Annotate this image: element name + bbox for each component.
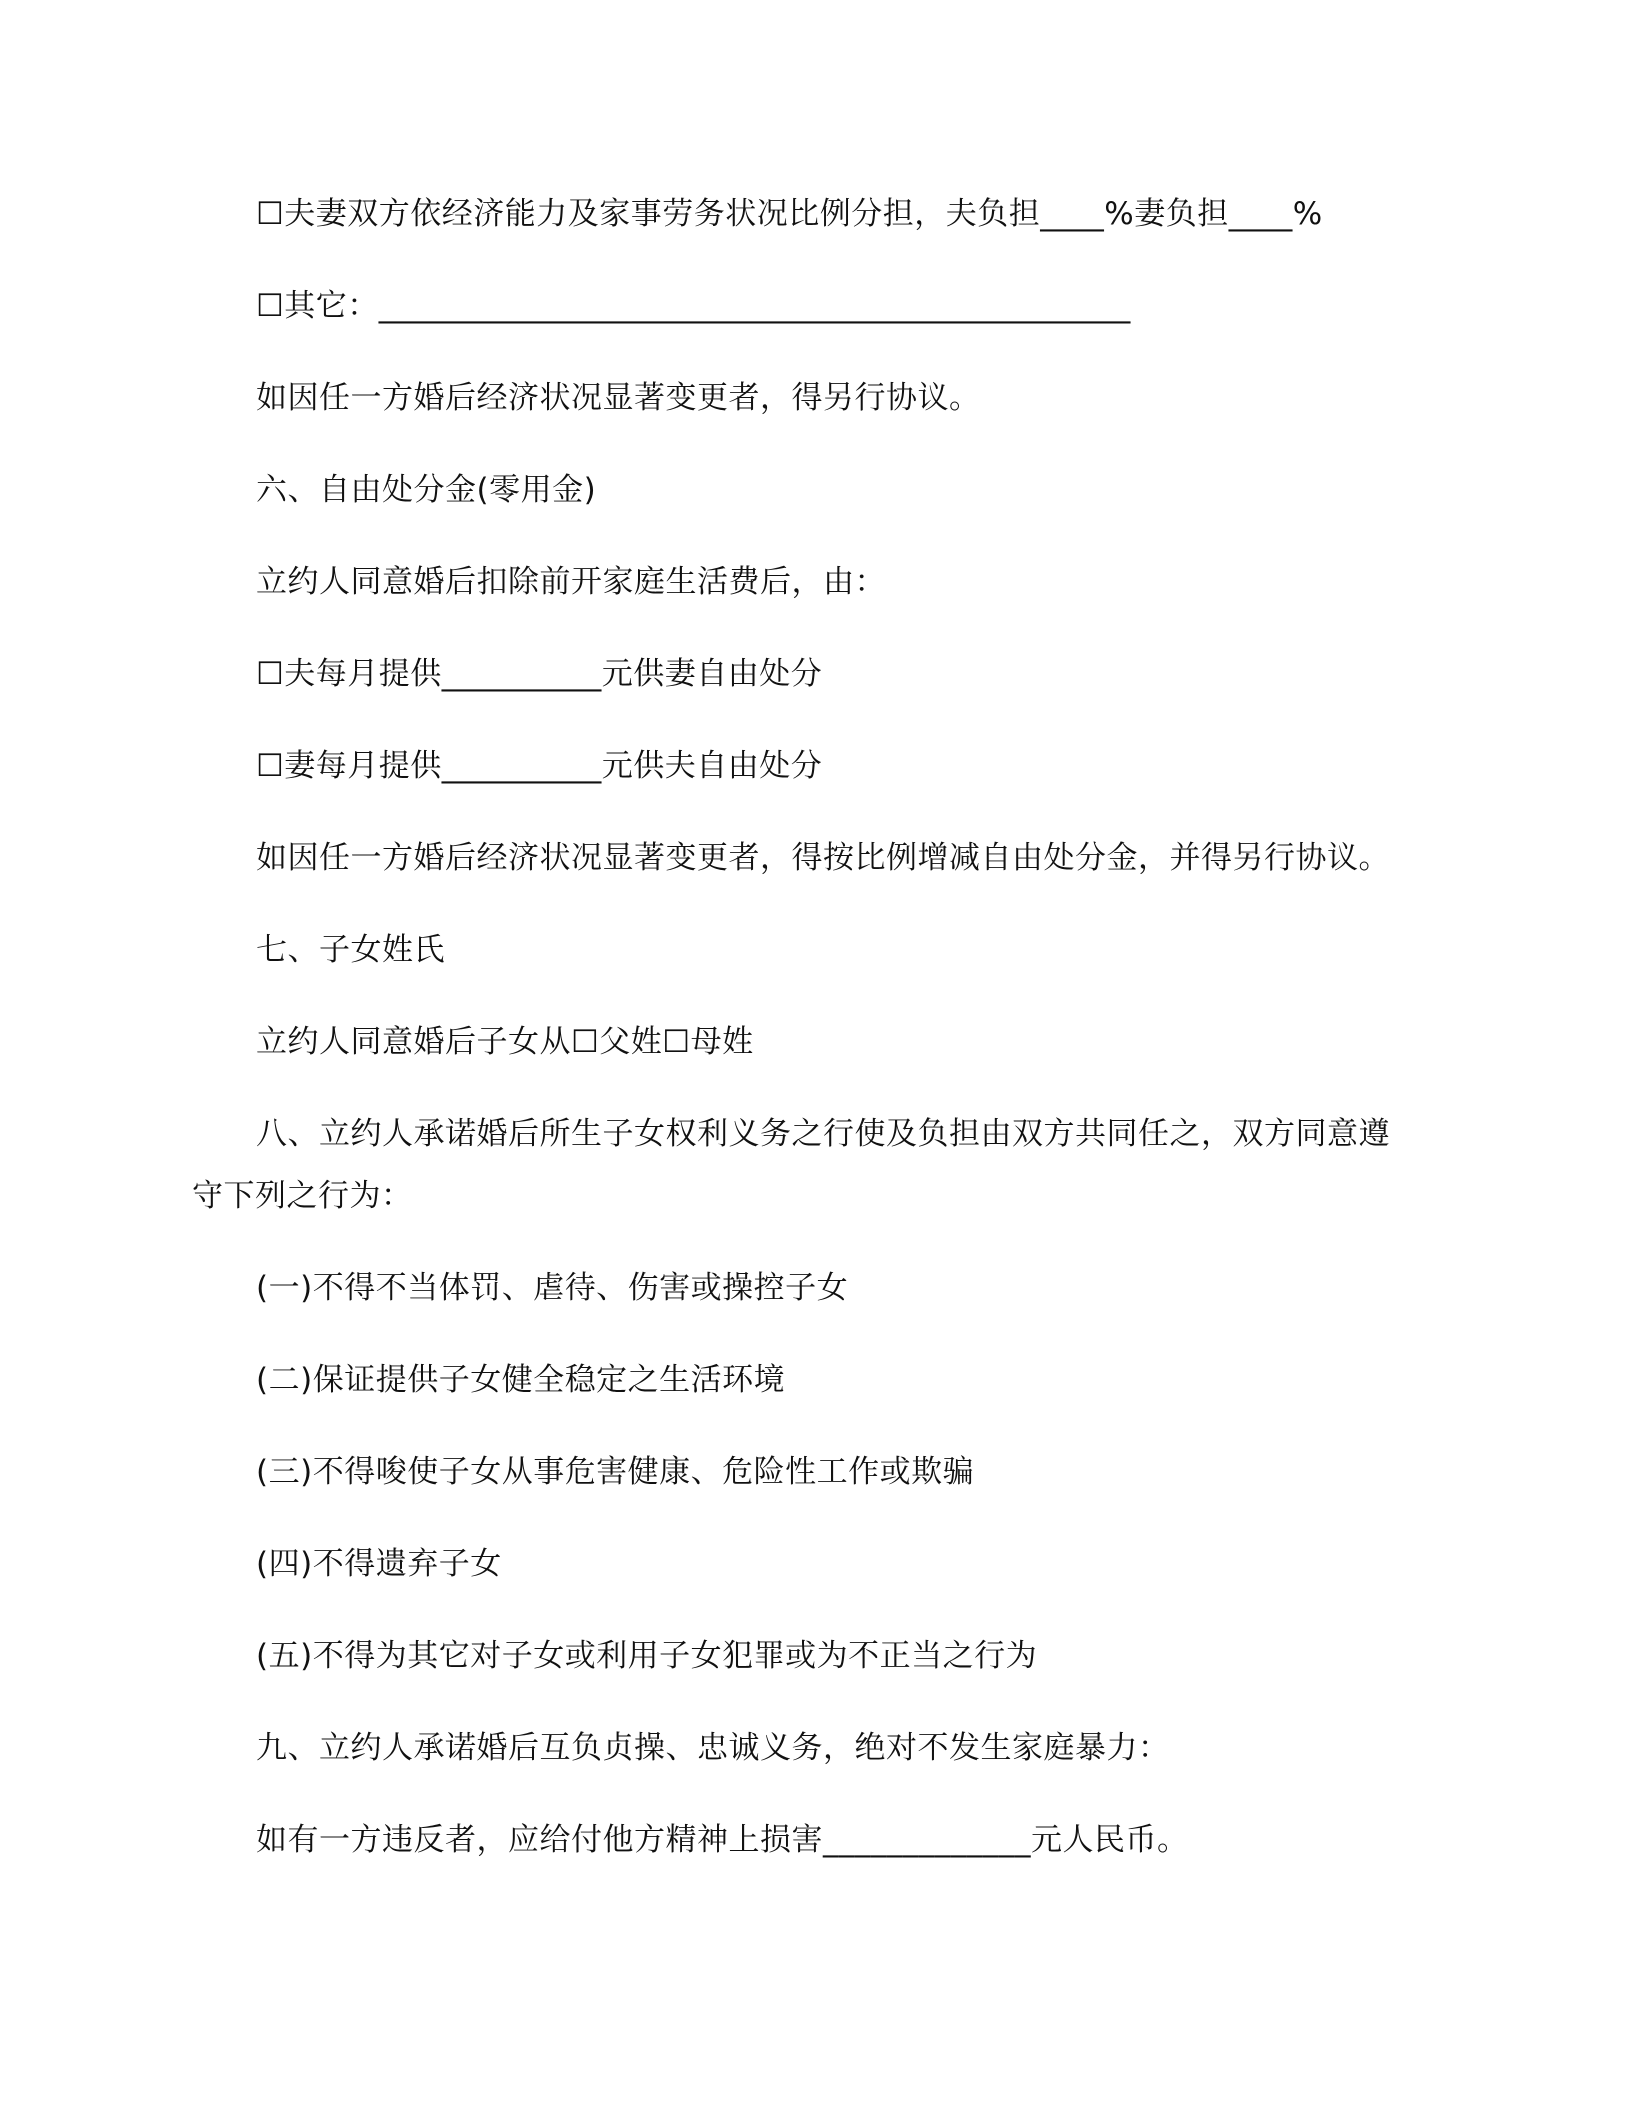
clause-1: (一)不得不当体罚、虐待、伤害或操控子女: [256, 1270, 849, 1306]
section-9-heading: 九、立约人承诺婚后互负贞操、忠诚义务，绝对不发生家庭暴力：: [256, 1730, 1170, 1766]
change-agreement-line: 如因任一方婚后经济状况显著变更者，得另行协议。: [256, 380, 981, 416]
ratio-option-line: ☐夫妻双方依经济能力及家事劳务状况比例分担，夫负担____%妻负担____%: [256, 196, 1323, 232]
clause-2: (二)保证提供子女健全稳定之生活环境: [256, 1362, 786, 1398]
other-option-line: ☐其它：_______________________________________________: [256, 288, 1131, 324]
allowance-adjust-line: 如因任一方婚后经济状况显著变更者，得按比例增减自由处分金，并得另行协议。: [256, 840, 1390, 876]
allowance-intro-line: 立约人同意婚后扣除前开家庭生活费后，由：: [256, 564, 886, 600]
section-7-heading: 七、子女姓氏: [256, 932, 445, 968]
section-8-heading: 八、立约人承诺婚后所生子女权利义务之行使及负担由双方共同任之，双方同意遵: [256, 1116, 1390, 1152]
compensation-line: 如有一方违反者，应给付他方精神上损害_____________元人民币。: [256, 1822, 1189, 1858]
wife-allowance-option: ☐妻每月提供__________元供夫自由处分: [256, 748, 823, 784]
section-6-heading: 六、自由处分金(零用金): [256, 472, 597, 508]
clause-4: (四)不得遗弃子女: [256, 1546, 502, 1582]
surname-choice-line: 立约人同意婚后子女从☐父姓☐母姓: [256, 1024, 754, 1060]
clause-5: (五)不得为其它对子女或利用子女犯罪或为不正当之行为: [256, 1638, 1038, 1674]
clause-3: (三)不得唆使子女从事危害健康、危险性工作或欺骗: [256, 1454, 975, 1490]
husband-allowance-option: ☐夫每月提供__________元供妻自由处分: [256, 656, 823, 692]
section-8-continuation: 守下列之行为：: [192, 1178, 413, 1214]
